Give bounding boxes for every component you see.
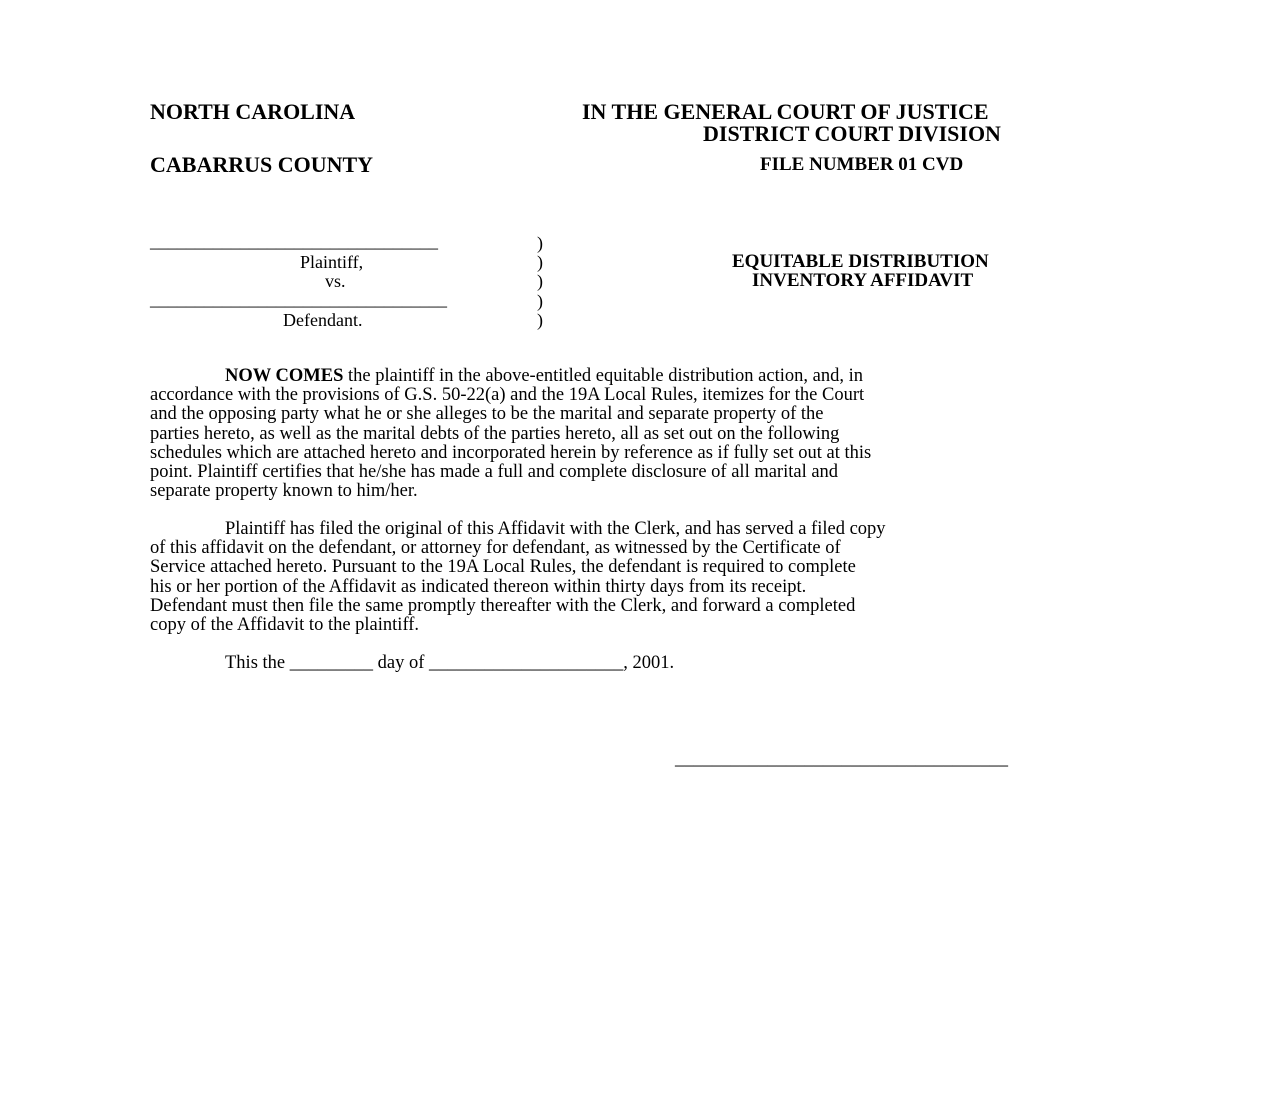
paragraph-line: copy of the Affidavit to the plaintiff. — [150, 615, 420, 636]
paragraph-line: his or her portion of the Affidavit as indicated thereon within thirty days from its receipt. — [150, 576, 807, 597]
caption-paren: ) — [537, 252, 543, 272]
state-heading: NORTH CAROLINA — [150, 99, 356, 124]
versus-label: vs. — [325, 271, 346, 291]
signature-line: ____________________________________ — [675, 749, 1008, 769]
plaintiff-label: Plaintiff, — [300, 252, 364, 272]
paragraph-line: Defendant must then file the same promptly thereafter with the Clerk, and forward a completed — [150, 595, 856, 616]
paragraph-line: and the opposing party what he or she alleges to be the marital and separate property of the — [150, 404, 824, 425]
paragraph-now-comes — [150, 367, 1130, 501]
caption-paren: ) — [537, 271, 543, 291]
paragraph-line: of this affidavit on the defendant, or attorney for defendant, as witnessed by the Certificate of — [150, 538, 841, 559]
paragraph-line: NOW COMES the plaintiff in the above-entitled equitable distribution action, and, in — [225, 366, 863, 386]
county-heading: CABARRUS COUNTY — [150, 152, 374, 177]
paragraph-filing — [150, 520, 1130, 635]
caption-paren: ) — [537, 233, 543, 253]
defendant-name-blank: _________________________________ — [150, 289, 447, 309]
paragraph-line: Service attached hereto. Pursuant to the 19A Local Rules, the defendant is required to complete — [150, 557, 856, 578]
paragraph-line: schedules which are attached hereto and incorporated herein by reference as if fully set out at this — [150, 442, 872, 463]
file-number: FILE NUMBER 01 CVD — [760, 154, 964, 175]
paragraph-line: accordance with the provisions of G.S. 50-22(a) and the 19A Local Rules, itemizes for the Court — [150, 385, 865, 406]
division-heading: DISTRICT COURT DIVISION — [703, 121, 1001, 146]
date-line: This the _________ day of _____________________, 2001. — [225, 653, 675, 673]
paragraph-line: separate property known to him/her. — [150, 481, 418, 502]
paragraph-line: Plaintiff has filed the original of this Affidavit with the Clerk, and has served a filed copy — [225, 519, 886, 539]
court-heading: IN THE GENERAL COURT OF JUSTICE — [582, 99, 989, 124]
paragraph-line: point. Plaintiff certifies that he/she has made a full and complete disclosure of all marital and — [150, 462, 839, 483]
now-comes-lead: NOW COMES — [225, 366, 344, 386]
plaintiff-name-blank: ________________________________ — [150, 231, 438, 251]
caption-paren: ) — [537, 310, 543, 330]
defendant-label: Defendant. — [283, 310, 363, 330]
paragraph-line: parties hereto, as well as the marital debts of the parties hereto, all as set out on the following — [150, 423, 840, 444]
document-title-line2: INVENTORY AFFIDAVIT — [752, 270, 974, 291]
caption-paren: ) — [537, 291, 543, 311]
document-title-line1: EQUITABLE DISTRIBUTION — [732, 251, 989, 272]
